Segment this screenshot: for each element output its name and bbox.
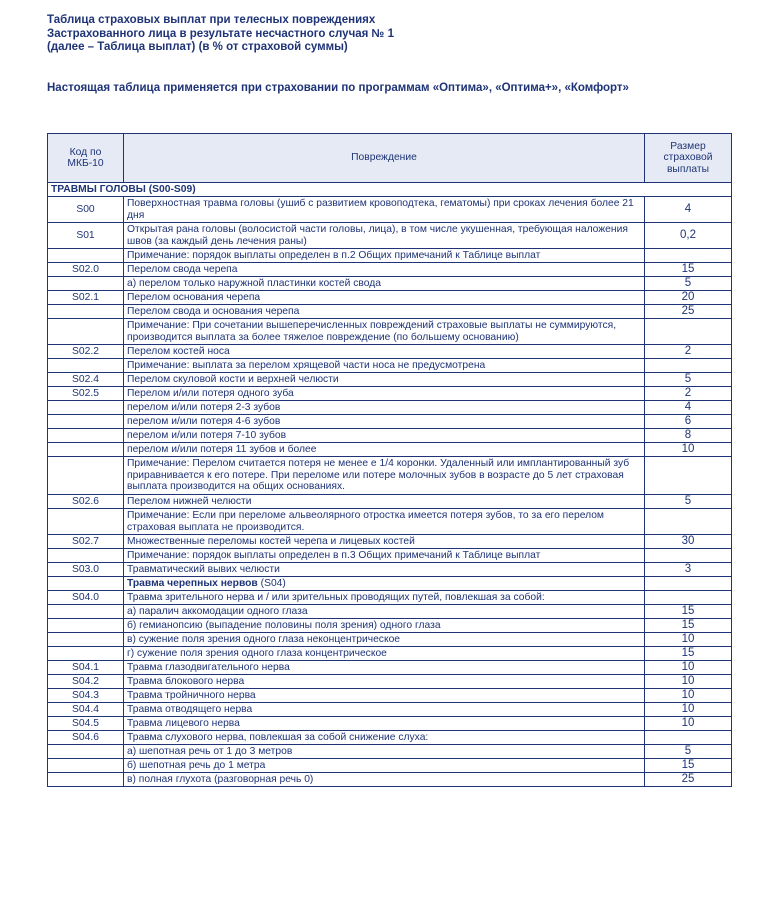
injury-cell: в) полная глухота (разговорная речь 0) — [124, 773, 645, 787]
code-cell — [48, 429, 124, 443]
table-row — [48, 291, 732, 305]
table-header-row — [48, 134, 732, 183]
title-line-3: (далее – Таблица выплат) (в % от страховой суммы) — [47, 41, 348, 53]
code-cell — [48, 633, 124, 647]
table-row — [48, 731, 732, 745]
injury-cell: Перелом скуловой кости и верхней челюсти — [124, 373, 645, 387]
injury-cell: Травма слухового нерва, повлекшая за собой снижение слуха: — [124, 731, 645, 745]
table-row — [48, 319, 732, 345]
code-cell: S02.2 — [48, 345, 124, 359]
section-label: ТРАВМЫ ГОЛОВЫ (S00-S09) — [48, 183, 732, 197]
injury-cell: Травма отводящего нерва — [124, 703, 645, 717]
code-cell: S02.5 — [48, 387, 124, 401]
injury-cell: в) сужение поля зрения одного глаза неконцентрическое — [124, 633, 645, 647]
injury-cell: Открытая рана головы (волосистой части головы, лица), в том числе укушенная, требующая наложения швов (за каждый день лечения раны) — [124, 223, 645, 249]
code-cell: S04.4 — [48, 703, 124, 717]
amount-cell: 10 — [645, 675, 732, 689]
code-cell — [48, 647, 124, 661]
injury-cell: Перелом нижней челюсти — [124, 495, 645, 509]
amount-cell — [645, 319, 732, 345]
code-cell — [48, 249, 124, 263]
code-cell — [48, 619, 124, 633]
amount-cell: 20 — [645, 291, 732, 305]
amount-cell — [645, 577, 732, 591]
table-row — [48, 773, 732, 787]
amount-cell: 0,2 — [645, 223, 732, 249]
amount-cell: 5 — [645, 495, 732, 509]
table-row — [48, 647, 732, 661]
table-row — [48, 387, 732, 401]
code-cell — [48, 457, 124, 495]
table-row — [48, 535, 732, 549]
injury-cell: перелом и/или потеря 11 зубов и более — [124, 443, 645, 457]
code-cell: S04.6 — [48, 731, 124, 745]
amount-cell: 5 — [645, 745, 732, 759]
injury-cell: перелом и/или потеря 7-10 зубов — [124, 429, 645, 443]
code-cell — [48, 443, 124, 457]
header-code: Код по МКБ-10 — [48, 134, 124, 183]
table-row — [48, 619, 732, 633]
code-cell: S01 — [48, 223, 124, 249]
amount-cell: 5 — [645, 373, 732, 387]
table-row — [48, 759, 732, 773]
amount-cell: 10 — [645, 443, 732, 457]
table-row — [48, 263, 732, 277]
title-line-1: Таблица страховых выплат при телесных повреждениях — [47, 14, 376, 26]
amount-cell: 2 — [645, 387, 732, 401]
injury-cell: а) перелом только наружной пластинки костей свода — [124, 277, 645, 291]
injury-cell: Множественные переломы костей черепа и лицевых костей — [124, 535, 645, 549]
injury-cell: Травма тройничного нерва — [124, 689, 645, 703]
table-row — [48, 443, 732, 457]
injury-cell: а) паралич аккомодации одного глаза — [124, 605, 645, 619]
injury-cell: Травматический вывих челюсти — [124, 563, 645, 577]
amount-cell: 15 — [645, 647, 732, 661]
amount-cell: 8 — [645, 429, 732, 443]
title-line-2: Застрахованного лица в результате несчастного случая № 1 — [47, 27, 394, 40]
amount-cell — [645, 591, 732, 605]
code-cell: S02.4 — [48, 373, 124, 387]
code-cell: S04.1 — [48, 661, 124, 675]
injury-cell: Перелом костей носа — [124, 345, 645, 359]
amount-cell — [645, 457, 732, 495]
table-row — [48, 591, 732, 605]
amount-cell: 5 — [645, 277, 732, 291]
injury-cell — [124, 577, 645, 591]
code-cell: S04.3 — [48, 689, 124, 703]
amount-cell: 2 — [645, 345, 732, 359]
injury-cell: Травма блокового нерва — [124, 675, 645, 689]
injury-cell: Примечание: порядок выплаты определен в п.2 Общих примечаний к Таблице выплат — [124, 249, 645, 263]
injury-cell: Травма глазодвигательного нерва — [124, 661, 645, 675]
table-row — [48, 633, 732, 647]
amount-cell: 10 — [645, 703, 732, 717]
amount-cell: 15 — [645, 263, 732, 277]
amount-cell: 15 — [645, 605, 732, 619]
subsection-label: Травма черепных нервов — [127, 577, 258, 589]
injury-cell: Перелом свода и основания черепа — [124, 305, 645, 319]
table-row — [48, 661, 732, 675]
table-row — [48, 415, 732, 429]
code-cell — [48, 745, 124, 759]
injury-cell: Примечание: Перелом считается потеря не менее е 1/4 коронки. Удаленный или имплантированный зуб приравнивается к его потере. При переломе или потере молочных зубов в возрасте до 5 лет страховая выплата производится на общих основаниях. — [124, 457, 645, 495]
amount-cell — [645, 249, 732, 263]
document-title — [47, 14, 647, 55]
code-cell — [48, 549, 124, 563]
table-row — [48, 563, 732, 577]
amount-cell: 10 — [645, 661, 732, 675]
amount-cell: 25 — [645, 305, 732, 319]
table-body — [48, 183, 732, 787]
amount-cell: 15 — [645, 619, 732, 633]
code-cell: S00 — [48, 197, 124, 223]
amount-cell — [645, 731, 732, 745]
injury-cell: а) шепотная речь от 1 до 3 метров — [124, 745, 645, 759]
code-cell — [48, 319, 124, 345]
code-cell — [48, 509, 124, 535]
injury-cell: Травма лицевого нерва — [124, 717, 645, 731]
amount-cell: 10 — [645, 717, 732, 731]
code-cell — [48, 359, 124, 373]
code-cell: S02.1 — [48, 291, 124, 305]
table-row — [48, 689, 732, 703]
injury-cell: Поверхностная травма головы (ушиб с развитием кровоподтека, гематомы) при сроках лечения более 21 дня — [124, 197, 645, 223]
injury-cell: перелом и/или потеря 2-3 зубов — [124, 401, 645, 415]
amount-cell: 10 — [645, 689, 732, 703]
table-row — [48, 717, 732, 731]
code-cell — [48, 759, 124, 773]
code-cell — [48, 401, 124, 415]
header-amount: Размер страховой выплаты — [645, 134, 732, 183]
table-row — [48, 577, 732, 591]
code-cell: S04.0 — [48, 591, 124, 605]
table-row — [48, 429, 732, 443]
table-row — [48, 359, 732, 373]
amount-cell: 4 — [645, 401, 732, 415]
amount-cell: 15 — [645, 759, 732, 773]
table-row — [48, 457, 732, 495]
table-row — [48, 495, 732, 509]
injury-cell: б) гемианопсию (выпадение половины поля зрения) одного глаза — [124, 619, 645, 633]
table-row — [48, 345, 732, 359]
injury-cell: Перелом и/или потеря одного зуба — [124, 387, 645, 401]
table-row — [48, 249, 732, 263]
amount-cell — [645, 509, 732, 535]
code-cell — [48, 773, 124, 787]
code-cell: S02.6 — [48, 495, 124, 509]
code-cell: S04.2 — [48, 675, 124, 689]
table-row — [48, 675, 732, 689]
table-row — [48, 509, 732, 535]
table-row — [48, 745, 732, 759]
amount-cell: 30 — [645, 535, 732, 549]
injury-cell: Примечание: При сочетании вышеперечисленных повреждений страховые выплаты не суммируются, производится выплата за более тяжелое повреждение (по большему основанию) — [124, 319, 645, 345]
code-cell: S04.5 — [48, 717, 124, 731]
code-cell — [48, 277, 124, 291]
code-cell: S03.0 — [48, 563, 124, 577]
table-row — [48, 549, 732, 563]
intro-text: Настоящая таблица применяется при страховании по программам «Оптима», «Оптима+», «Комфорт» — [47, 82, 629, 94]
payout-table — [47, 133, 732, 787]
injury-cell: Перелом основания черепа — [124, 291, 645, 305]
header-injury: Повреждение — [124, 134, 645, 183]
subsection-code: (S04) — [257, 577, 286, 589]
amount-cell — [645, 549, 732, 563]
amount-cell: 10 — [645, 633, 732, 647]
table-row — [48, 305, 732, 319]
amount-cell: 25 — [645, 773, 732, 787]
injury-cell: Примечание: порядок выплаты определен в п.3 Общих примечаний к Таблице выплат — [124, 549, 645, 563]
table-row — [48, 197, 732, 223]
injury-cell: перелом и/или потеря 4-6 зубов — [124, 415, 645, 429]
code-cell: S02.0 — [48, 263, 124, 277]
table-row — [48, 223, 732, 249]
section-row — [48, 183, 732, 197]
injury-cell: Травма зрительного нерва и / или зрительных проводящих путей, повлекшая за собой: — [124, 591, 645, 605]
code-cell — [48, 605, 124, 619]
amount-cell: 4 — [645, 197, 732, 223]
code-cell — [48, 305, 124, 319]
code-cell: S02.7 — [48, 535, 124, 549]
table-row — [48, 277, 732, 291]
table-row — [48, 703, 732, 717]
table-row — [48, 401, 732, 415]
amount-cell: 6 — [645, 415, 732, 429]
table-row — [48, 605, 732, 619]
injury-cell: Перелом свода черепа — [124, 263, 645, 277]
code-cell — [48, 577, 124, 591]
amount-cell — [645, 359, 732, 373]
injury-cell: Примечание: Если при переломе альвеолярного отростка имеется потеря зубов, то за его перелом страховая выплата не производится. — [124, 509, 645, 535]
injury-cell: б) шепотная речь до 1 метра — [124, 759, 645, 773]
amount-cell: 3 — [645, 563, 732, 577]
injury-cell: Примечание: выплата за перелом хрящевой части носа не предусмотрена — [124, 359, 645, 373]
code-cell — [48, 415, 124, 429]
injury-cell: г) сужение поля зрения одного глаза концентрическое — [124, 647, 645, 661]
table-row — [48, 373, 732, 387]
